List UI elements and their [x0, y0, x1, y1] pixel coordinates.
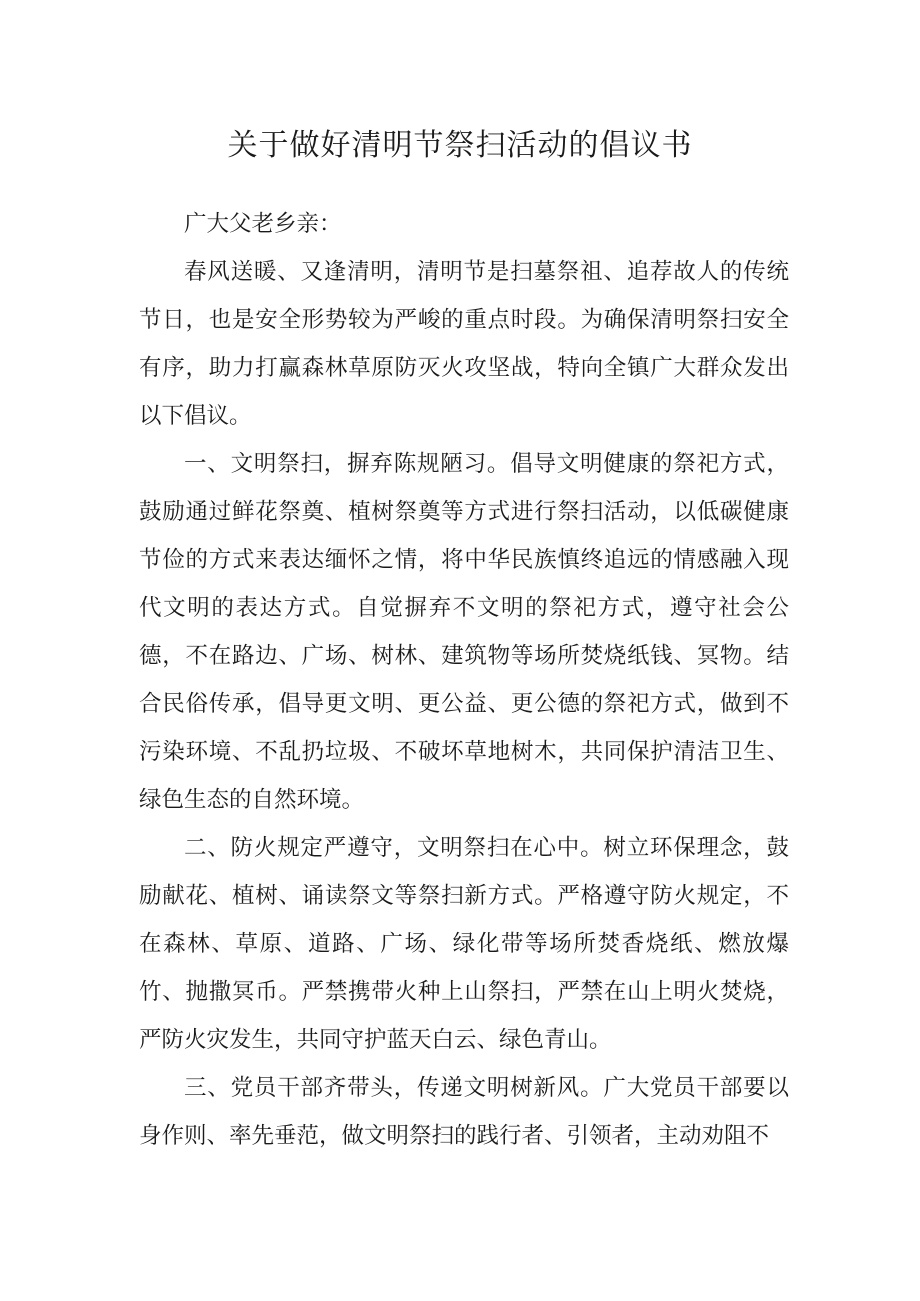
salutation: 广大父老乡亲：	[184, 211, 342, 237]
paragraph-proposal-2: 二、防火规定严遵守，文明祭扫在心中。树立环保理念，鼓励献花、植树、诵读祭文等祭扫新方式。严格遵守防火规定，不在森林、草原、道路、广场、绿化带等场所焚香烧纸、燃放爆竹、抛撒冥币。严禁携带火种上山祭扫，严禁在山上明火焚烧，严防火灾发生，共同守护蓝天白云、绿色青山。	[139, 835, 789, 1053]
document-body	[139, 200, 789, 1160]
paragraph-proposal-3: 三、党员干部齐带头，传递文明树新风。广大党员干部要以身作则、率先垂范，做文明祭扫的践行者、引领者，主动劝阻不	[139, 1075, 789, 1149]
paragraph-proposal-1: 一、文明祭扫，摒弃陈规陋习。倡导文明健康的祭祀方式，鼓励通过鲜花祭奠、植树祭奠等方式进行祭扫活动，以低碳健康节俭的方式来表达缅怀之情，将中华民族慎终追远的情感融入现代文明的表达方式。自觉摒弃不文明的祭祀方式，遵守社会公德，不在路边、广场、树林、建筑物等场所焚烧纸钱、冥物。结合民俗传承，倡导更文明、更公益、更公德的祭祀方式，做到不污染环境、不乱扔垃圾、不破坏草地树木，共同保护清洁卫生、绿色生态的自然环境。	[139, 451, 789, 813]
paragraph-intro: 春风送暖、又逢清明，清明节是扫墓祭祖、追荐故人的传统节日，也是安全形势较为严峻的重点时段。为确保清明祭扫安全有序，助力打赢森林草原防灭火攻坚战，特向全镇广大群众发出以下倡议。	[139, 259, 789, 429]
document-title: 关于做好清明节祭扫活动的倡议书	[227, 128, 693, 163]
